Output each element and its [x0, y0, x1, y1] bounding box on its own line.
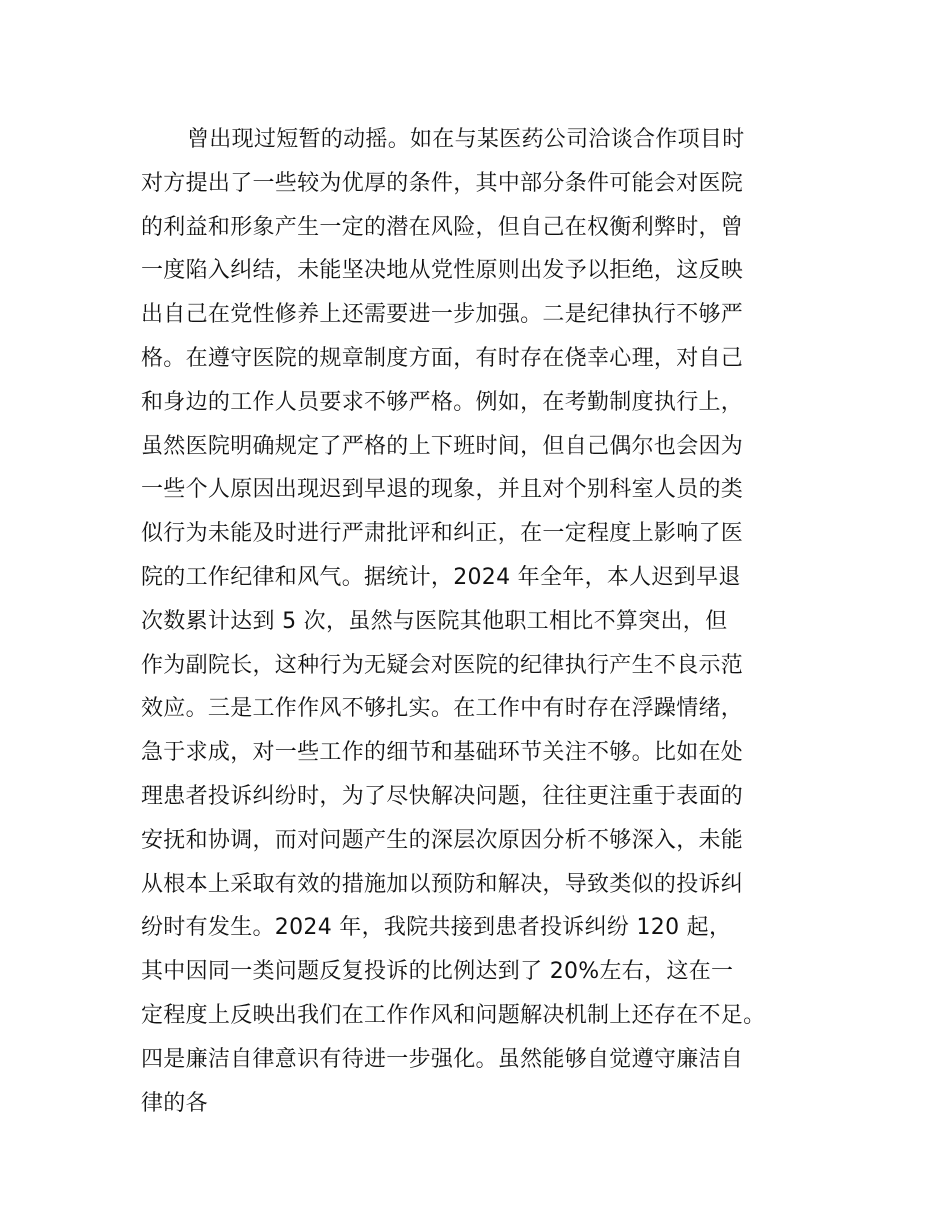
text-line: 次数累计达到 5 次，虽然与医院其他职工相比不算突出，但	[141, 608, 728, 634]
text-line: 其中因同一类问题反复投诉的比例达到了 20%左右，这在一	[141, 959, 734, 985]
text-line: 似行为未能及时进行严肃批评和纠正，在一定程度上影响了医	[141, 521, 744, 547]
text-line: 对方提出了一些较为优厚的条件，其中部分条件可能会对医院	[141, 170, 744, 196]
text-line: 曾出现过短暂的动摇。如在与某医药公司洽谈合作项目时	[187, 127, 745, 152]
text-line: 定程度上反映出我们在工作作风和问题解决机制上还存在不足。	[141, 1002, 766, 1028]
text-line: 效应。三是工作作风不够扎实。在工作中有时存在浮躁情绪，	[141, 696, 744, 722]
text-line: 院的工作纪律和风气。据统计，2024 年全年，本人迟到早退	[141, 564, 741, 590]
text-line: 从根本上采取有效的措施加以预防和解决，导致类似的投诉纠	[141, 871, 744, 897]
text-line: 急于求成，对一些工作的细节和基础环节关注不够。比如在处	[141, 740, 744, 766]
text-line: 的利益和形象产生一定的潜在风险，但自己在权衡利弊时，曾	[141, 214, 744, 240]
text-line: 一度陷入纠结，未能坚决地从党性原则出发予以拒绝，这反映	[141, 258, 744, 284]
text-line: 出自己在党性修养上还需要进一步加强。二是纪律执行不够严	[141, 302, 744, 328]
text-line: 和身边的工作人员要求不够严格。例如，在考勤制度执行上，	[141, 389, 744, 415]
text-line: 虽然医院明确规定了严格的上下班时间，但自己偶尔也会因为	[141, 433, 744, 459]
text-line: 作为副院长，这种行为无疑会对医院的纪律执行产生不良示范	[141, 652, 744, 678]
text-line: 律的各	[141, 1090, 208, 1116]
body-paragraph	[141, 118, 841, 1125]
text-line: 安抚和协调，而对问题产生的深层次原因分析不够深入，未能	[141, 827, 744, 853]
text-line: 一些个人原因出现迟到早退的现象，并且对个别科室人员的类	[141, 477, 744, 503]
text-line: 纷时有发生。2024 年，我院共接到患者投诉纠纷 120 起，	[141, 915, 732, 941]
text-line: 理患者投诉纠纷时，为了尽快解决问题，往往更注重于表面的	[141, 783, 744, 809]
text-line: 四是廉洁自律意识有待进一步强化。虽然能够自觉遵守廉洁自	[141, 1046, 744, 1072]
text-line: 格。在遵守医院的规章制度方面，有时存在侥幸心理，对自己	[141, 345, 744, 371]
